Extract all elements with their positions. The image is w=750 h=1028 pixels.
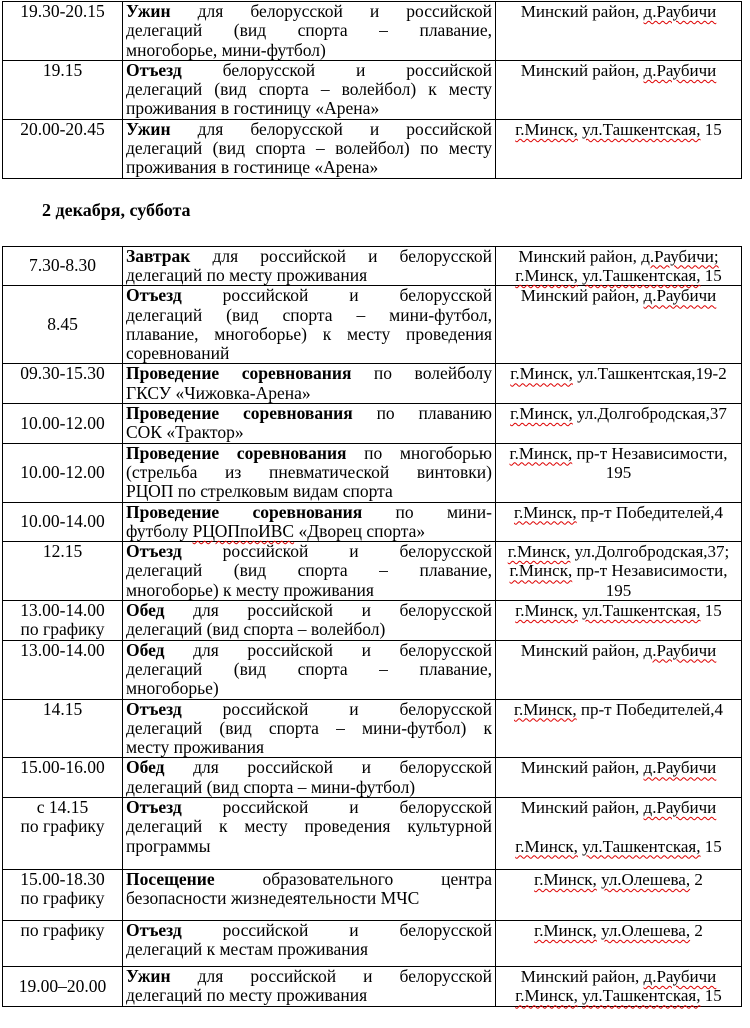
schedule-row xyxy=(3,542,742,601)
location-line xyxy=(499,463,738,482)
event-line xyxy=(126,61,492,80)
event-cell xyxy=(123,364,496,404)
spellcheck-flagged-text: ул.Ташкентская, xyxy=(582,119,701,139)
event-line xyxy=(126,620,492,639)
location-line xyxy=(499,986,738,1005)
spellcheck-flagged-text: г.Минск, xyxy=(534,869,597,889)
text-run: пр-т Победителей,4 xyxy=(576,502,723,522)
text-run: российской и белорусской xyxy=(181,796,492,817)
text-run: для российской и белорусской xyxy=(170,965,492,986)
location-cell xyxy=(496,502,742,542)
location-line xyxy=(499,700,738,719)
event-keyword: Отъезд xyxy=(126,919,182,940)
text-run: по мини- xyxy=(362,501,492,522)
event-line xyxy=(126,641,492,660)
event-cell xyxy=(123,246,496,286)
event-line xyxy=(126,986,492,1005)
text-run: делегаций (вид спорта – плавание, xyxy=(126,658,492,679)
event-keyword: Проведение соревнования xyxy=(126,501,363,522)
spellcheck-flagged-text: д.Раубичи xyxy=(643,640,717,660)
text-run: ул.Долгобродская,37 xyxy=(572,404,727,424)
text-run: 15 xyxy=(700,836,722,856)
event-line xyxy=(126,482,492,501)
event-line xyxy=(126,940,492,959)
spellcheck-flagged-text: г.Минск, xyxy=(515,265,578,285)
spellcheck-flagged-text: г.Минск, xyxy=(507,542,571,562)
time-line: 13.00-14.00 xyxy=(20,639,105,660)
text-run: многоборье) xyxy=(126,678,219,699)
spellcheck-flagged-text: г.Минск, xyxy=(515,986,578,1006)
text-run: российской и белорусской xyxy=(181,285,492,306)
event-line xyxy=(126,542,492,561)
event-line xyxy=(126,364,492,383)
spellcheck-flagged-text: д.Раубичи xyxy=(643,60,717,80)
event-line xyxy=(126,758,492,777)
location-line xyxy=(499,870,738,889)
schedule-row xyxy=(3,443,742,502)
text-run: ГКСУ «Чижовка-Арена» xyxy=(126,382,311,403)
event-cell xyxy=(123,869,496,920)
schedule-row xyxy=(3,601,742,641)
schedule-table-dec1-continued xyxy=(2,1,742,179)
event-line xyxy=(126,870,492,889)
location-line xyxy=(499,404,738,423)
text-run: проживания в гостинице «Арена» xyxy=(126,157,379,178)
time-cell xyxy=(3,286,123,364)
spellcheck-flagged-text: г.Минск, xyxy=(510,364,573,384)
event-keyword: Посещение xyxy=(126,868,215,889)
schedule-row xyxy=(3,758,742,798)
schedule-row xyxy=(3,60,742,119)
time-cell xyxy=(3,443,123,502)
event-keyword: Ужин xyxy=(126,1,171,21)
event-line xyxy=(126,325,492,344)
location-line xyxy=(499,758,738,777)
event-line xyxy=(126,738,492,757)
spellcheck-flagged-text: ул.Олешева, xyxy=(601,920,691,940)
event-line xyxy=(126,423,492,442)
location-line xyxy=(499,2,738,21)
text-run: делегаций (вид спорта – мини-футбол) к xyxy=(126,717,492,738)
location-line xyxy=(499,921,738,940)
location-cell xyxy=(496,920,742,966)
text-run: делегаций по месту проживания xyxy=(126,985,368,1006)
text-run: Минский район, xyxy=(520,60,644,80)
time-line: с 14.15 xyxy=(36,796,89,817)
location-cell xyxy=(496,869,742,920)
event-line xyxy=(126,581,492,600)
text-run: 195 xyxy=(605,462,632,482)
text-run: многоборье) к месту проживания xyxy=(126,579,374,600)
location-cell xyxy=(496,404,742,444)
spellcheck-flagged-text: д.Раубичи xyxy=(643,286,717,306)
location-line xyxy=(499,286,738,305)
event-keyword: Завтрак xyxy=(126,245,191,266)
event-line xyxy=(126,120,492,139)
spellcheck-flagged-text: г.Минск, xyxy=(534,920,597,940)
text-run: Минский район, xyxy=(520,286,644,306)
time-line: 10.00-12.00 xyxy=(20,412,105,433)
text-run: Минский район, xyxy=(520,2,644,21)
event-keyword: Отъезд xyxy=(126,698,182,719)
time-cell xyxy=(3,119,123,178)
time-cell xyxy=(3,246,123,286)
time-cell xyxy=(3,502,123,542)
text-run: плавание, многоборье) к месту проведения xyxy=(126,323,492,344)
event-line xyxy=(126,967,492,986)
event-line xyxy=(126,522,492,541)
time-cell xyxy=(3,797,123,869)
event-line xyxy=(126,679,492,698)
location-line xyxy=(499,581,738,600)
text-run: делегаций (вид спорта – волейбол) xyxy=(126,619,386,640)
text-run: месту проживания xyxy=(126,737,265,758)
spellcheck-flagged-text: д.Раубичи xyxy=(643,966,717,986)
time-cell xyxy=(3,920,123,966)
text-run: многоборье, мини-футбол) xyxy=(126,39,326,60)
spellcheck-flagged-text: г.Минск, xyxy=(514,502,577,522)
text-run: делегаций (вид спорта – волейбол) к месту xyxy=(126,79,492,100)
spellcheck-flagged-text: г.Минск, xyxy=(509,443,573,463)
location-line xyxy=(499,503,738,522)
event-line xyxy=(126,660,492,679)
text-run: российской и белорусской xyxy=(181,541,492,562)
time-cell xyxy=(3,601,123,641)
event-line xyxy=(126,99,492,118)
event-line xyxy=(126,344,492,363)
schedule-row xyxy=(3,966,742,1006)
location-cell xyxy=(496,60,742,119)
event-cell xyxy=(123,502,496,542)
text-run: (стрельба из пневматической винтовки) xyxy=(126,461,492,482)
event-keyword: Проведение соревнования xyxy=(126,403,353,424)
event-cell xyxy=(123,640,496,699)
spellcheck-flagged-text: г.Минск, xyxy=(509,561,573,581)
event-line xyxy=(126,266,492,285)
location-cell xyxy=(496,119,742,178)
spellcheck-flagged-text: ул.Ташкентская, xyxy=(582,601,701,621)
spellcheck-flagged-text: д.Раубичи; xyxy=(641,246,719,266)
location-cell xyxy=(496,286,742,364)
event-line xyxy=(126,837,492,856)
event-line xyxy=(126,306,492,325)
text-run: для белорусской и российской xyxy=(170,1,492,21)
text-run: белорусской и российской xyxy=(181,59,492,80)
location-cell xyxy=(496,364,742,404)
text-run: 15 xyxy=(700,601,722,621)
time-line: 13.00-14.00 xyxy=(20,600,105,621)
schedule-row xyxy=(3,699,742,758)
date-heading: 2 декабря, суббота xyxy=(42,199,191,220)
time-line: 15.00-16.00 xyxy=(20,757,105,778)
text-run: пр-т Независимости, xyxy=(572,561,728,581)
schedule-row xyxy=(3,2,742,61)
text-run: ул.Долгобродская,37; xyxy=(570,542,730,562)
spellcheck-flagged-text: РЦОПпоИВС xyxy=(192,520,295,541)
event-line xyxy=(126,247,492,266)
time-line: 10.00-12.00 xyxy=(20,461,105,482)
location-line xyxy=(499,561,738,580)
time-line: 09.30-15.30 xyxy=(20,363,105,384)
event-cell xyxy=(123,119,496,178)
event-keyword: Отъезд xyxy=(126,59,182,80)
schedule-row xyxy=(3,797,742,869)
event-cell xyxy=(123,404,496,444)
text-run: российской и белорусской xyxy=(181,698,492,719)
location-line xyxy=(499,837,738,856)
event-cell xyxy=(123,920,496,966)
text-run: делегаций (вид спорта – мини-футбол) xyxy=(126,776,416,797)
event-line xyxy=(126,139,492,158)
text-run: СОК «Трактор» xyxy=(126,422,244,443)
location-cell xyxy=(496,699,742,758)
time-cell xyxy=(3,758,123,798)
text-run: Минский район, xyxy=(520,758,644,778)
schedule-row xyxy=(3,869,742,920)
text-run: для российской и белорусской xyxy=(164,639,492,660)
location-line xyxy=(499,641,738,660)
text-run: 15 xyxy=(700,986,722,1006)
time-cell xyxy=(3,869,123,920)
event-line xyxy=(126,444,492,463)
time-line: по графику xyxy=(20,919,105,940)
text-run: 15 xyxy=(700,265,722,285)
location-cell xyxy=(496,443,742,502)
event-line xyxy=(126,404,492,423)
event-cell xyxy=(123,601,496,641)
event-line xyxy=(126,700,492,719)
text-run: делегаций по месту проживания xyxy=(126,264,368,285)
text-run: проживания в гостиницу «Арена» xyxy=(126,98,380,119)
location-line xyxy=(499,444,738,463)
time-cell xyxy=(3,640,123,699)
event-cell xyxy=(123,797,496,869)
event-keyword: Проведение соревнования xyxy=(126,442,347,463)
text-run: по плаванию xyxy=(352,403,492,424)
time-line: 20.00-20.45 xyxy=(20,118,105,139)
location-cell xyxy=(496,797,742,869)
spellcheck-flagged-text: ул.Ташкентская, xyxy=(582,265,701,285)
event-cell xyxy=(123,286,496,364)
location-line xyxy=(499,798,738,817)
event-cell xyxy=(123,966,496,1006)
text-run: 2 xyxy=(690,869,703,889)
text-run: соревнований xyxy=(126,343,230,364)
event-cell xyxy=(123,758,496,798)
time-line: 15.00-18.30 xyxy=(20,868,105,889)
event-line xyxy=(126,2,492,21)
text-run: 195 xyxy=(605,580,632,600)
schedule-row xyxy=(3,920,742,966)
text-run: делегаций (вид спорта – плавание, xyxy=(126,560,492,581)
text-run: Минский район, xyxy=(520,640,644,660)
text-run: РЦОП по стрелковым видам спорта xyxy=(126,481,393,502)
time-cell xyxy=(3,60,123,119)
text-run: делегаций (вид спорта – мини-футбол, xyxy=(126,304,492,325)
location-cell xyxy=(496,966,742,1006)
event-line xyxy=(126,158,492,177)
time-line: по графику xyxy=(20,619,105,640)
location-cell xyxy=(496,640,742,699)
event-line xyxy=(126,561,492,580)
event-cell xyxy=(123,443,496,502)
event-line xyxy=(126,889,492,908)
location-line xyxy=(499,817,738,836)
event-line xyxy=(126,719,492,738)
schedule-row xyxy=(3,286,742,364)
location-cell xyxy=(496,758,742,798)
event-keyword: Отъезд xyxy=(126,285,182,306)
text-run: делегаций к месту проведения культурной xyxy=(126,816,492,837)
text-run: образовательного центра xyxy=(214,868,492,889)
time-cell xyxy=(3,542,123,601)
location-line xyxy=(499,61,738,80)
time-line: 14.15 xyxy=(42,698,83,719)
text-run: делегаций (вид спорта – волейбол) по месту xyxy=(126,138,492,159)
event-cell xyxy=(123,699,496,758)
event-keyword: Проведение соревнования xyxy=(126,363,352,384)
event-keyword: Обед xyxy=(126,600,165,621)
spellcheck-flagged-text: д.Раубичи xyxy=(643,797,717,817)
schedule-row xyxy=(3,119,742,178)
event-line xyxy=(126,286,492,305)
event-line xyxy=(126,817,492,836)
location-cell xyxy=(496,2,742,61)
text-run: для российской и белорусской xyxy=(164,600,492,621)
text-run: Минский район, xyxy=(520,797,644,817)
time-line: 19.15 xyxy=(42,59,83,80)
schedule-row xyxy=(3,502,742,542)
location-line xyxy=(499,542,738,561)
event-cell xyxy=(123,60,496,119)
spellcheck-flagged-text: г.Минск, xyxy=(514,699,577,719)
text-run: безопасности жизнедеятельности МЧС xyxy=(126,888,420,909)
event-line xyxy=(126,463,492,482)
location-cell xyxy=(496,601,742,641)
spellcheck-flagged-text: д.Раубичи xyxy=(643,2,717,21)
event-line xyxy=(126,798,492,817)
location-line xyxy=(499,247,738,266)
location-line xyxy=(499,967,738,986)
text-run: для российской и белорусской xyxy=(190,245,492,266)
schedule-row xyxy=(3,404,742,444)
location-line xyxy=(499,266,738,285)
event-line xyxy=(126,80,492,99)
location-cell xyxy=(496,542,742,601)
event-line xyxy=(126,384,492,403)
spellcheck-flagged-text: г.Минск, xyxy=(515,601,578,621)
time-line: 7.30-8.30 xyxy=(28,255,97,276)
time-cell xyxy=(3,966,123,1006)
time-line: 12.15 xyxy=(42,541,83,562)
schedule-row xyxy=(3,364,742,404)
event-keyword: Обед xyxy=(126,639,165,660)
time-cell xyxy=(3,364,123,404)
time-line: по графику xyxy=(20,816,105,837)
event-cell xyxy=(123,2,496,61)
text-run: по многоборью xyxy=(346,442,492,463)
text-run: делегаций к местам проживания xyxy=(126,939,369,960)
schedule-table-dec2 xyxy=(2,246,742,1007)
spellcheck-flagged-text: д.Раубичи xyxy=(643,758,717,778)
event-keyword: Ужин xyxy=(126,118,171,139)
event-line xyxy=(126,921,492,940)
event-keyword: Ужин xyxy=(126,965,171,986)
time-line: 19.30-20.15 xyxy=(20,1,105,21)
text-run: 2 xyxy=(690,920,703,940)
event-line xyxy=(126,601,492,620)
schedule-row xyxy=(3,246,742,286)
spellcheck-flagged-text: г.Минск, xyxy=(515,836,578,856)
document-page xyxy=(0,1,750,1007)
time-cell xyxy=(3,2,123,61)
location-line xyxy=(499,120,738,139)
event-line xyxy=(126,41,492,60)
spellcheck-flagged-text: ул.Олешева, xyxy=(601,869,691,889)
text-run: ул.Ташкентская,19-2 xyxy=(572,364,727,384)
spellcheck-flagged-text: г.Минск, xyxy=(510,404,573,424)
text-run: «Дворец спорта» xyxy=(294,520,426,541)
time-line: 8.45 xyxy=(47,314,78,335)
text-run: пр-т Независимости, xyxy=(572,443,728,463)
text-run: российской и белорусской xyxy=(181,919,492,940)
time-line: 19.00–20.00 xyxy=(18,975,107,996)
spellcheck-flagged-text: ул.Ташкентская, xyxy=(582,986,701,1006)
text-run: Минский район, xyxy=(520,966,644,986)
location-cell xyxy=(496,246,742,286)
text-run: пр-т Победителей,4 xyxy=(576,699,723,719)
time-cell xyxy=(3,404,123,444)
spellcheck-flagged-text: ул.Ташкентская, xyxy=(582,836,701,856)
event-line xyxy=(126,21,492,40)
location-line xyxy=(499,364,738,383)
event-keyword: Отъезд xyxy=(126,541,182,562)
schedule-row xyxy=(3,640,742,699)
event-line xyxy=(126,778,492,797)
event-keyword: Обед xyxy=(126,757,165,778)
text-run: Минский район, xyxy=(518,246,642,266)
text-run: делегаций (вид спорта – плавание, xyxy=(126,20,492,41)
text-run: по волейболу xyxy=(351,363,492,384)
event-line xyxy=(126,503,492,522)
text-run: программы xyxy=(126,835,211,856)
event-cell xyxy=(123,542,496,601)
text-run: 15 xyxy=(700,119,722,139)
spellcheck-flagged-text: г.Минск, xyxy=(515,119,578,139)
text-run: для белорусской и российской xyxy=(170,118,492,139)
time-cell xyxy=(3,699,123,758)
time-line: по графику xyxy=(20,888,105,909)
location-line xyxy=(499,601,738,620)
text-run: футболу xyxy=(126,520,193,541)
time-line: 10.00-14.00 xyxy=(20,511,105,532)
event-keyword: Отъезд xyxy=(126,796,182,817)
text-run: для российской и белорусской xyxy=(164,757,492,778)
